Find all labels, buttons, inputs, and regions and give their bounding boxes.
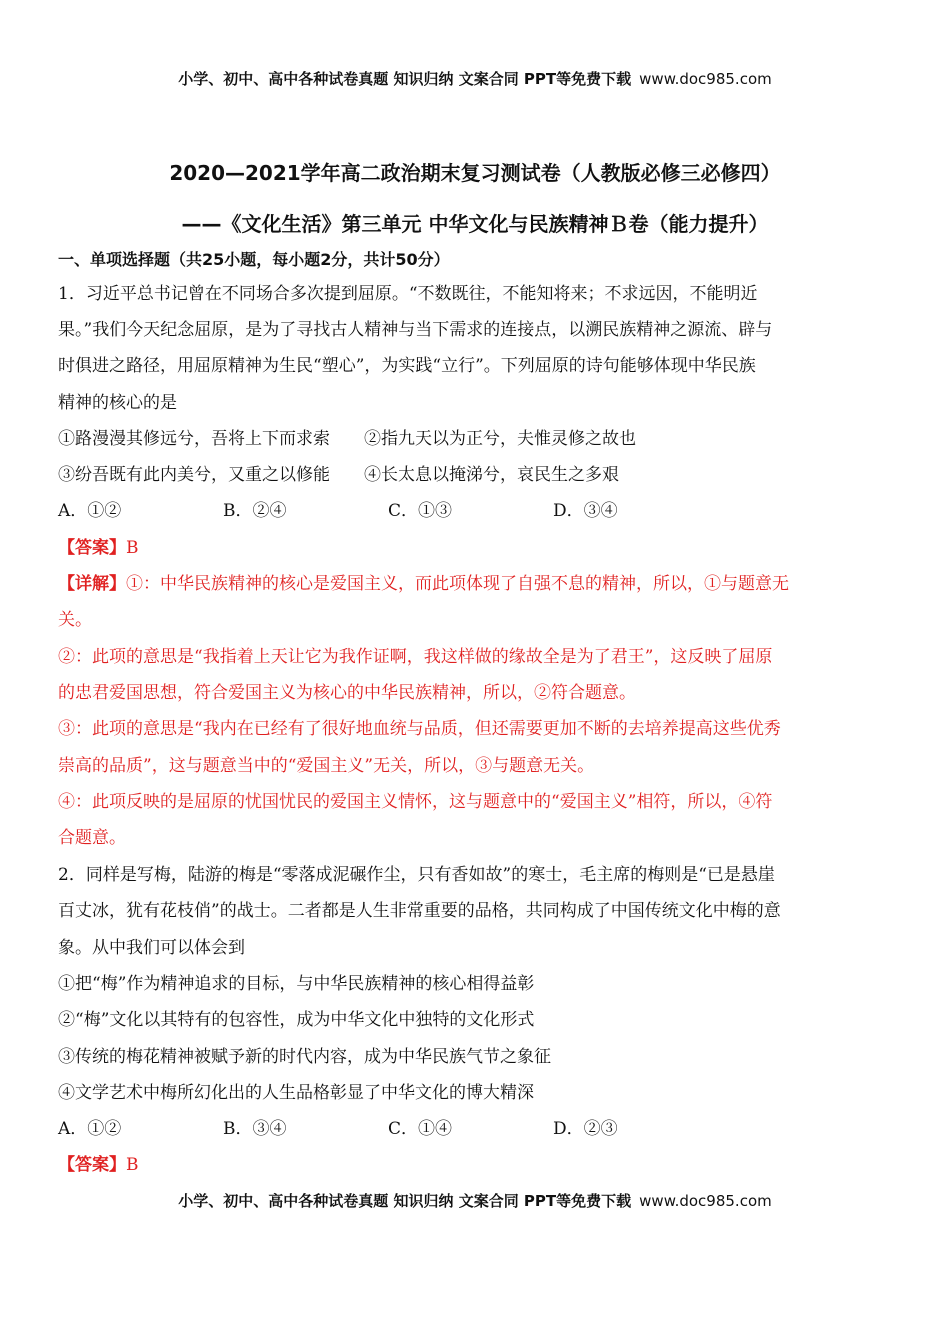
q2-stem-line: 象。从中我们可以体会到 <box>58 938 245 958</box>
section-heading: 一、单项选择题（共25小题，每小题2分，共计50分） <box>58 250 450 269</box>
q2-answer <box>58 1154 898 1176</box>
q1-item: ③纷吾既有此内美兮，又重之以修能 ④长太息以掩涕兮，哀民生之多艰 <box>58 465 619 485</box>
q1-answer <box>58 537 898 559</box>
q1-detail-line: 崇高的品质”，这与题意当中的“爱国主义”无关，所以，③与题意无关。 <box>58 756 595 776</box>
q2-answer-value: B <box>126 1155 139 1175</box>
q1-detail-line: 合题意。 <box>58 828 126 848</box>
q1-answer-value: B <box>126 538 139 558</box>
q1-option-a: A．①② <box>58 501 122 521</box>
q2-option-d: D．②③ <box>553 1119 618 1139</box>
q1-stem-line: 精神的核心的是 <box>58 393 177 413</box>
banner-text: 小学、初中、高中各种试卷真题 知识归纳 文案合同 PPT等免费下载 <box>178 70 632 88</box>
page-subtitle: ——《文化生活》第三单元 中华文化与民族精神Ｂ卷（能力提升） <box>181 212 769 236</box>
page-title: 2020—2021学年高二政治期末复习测试卷（人教版必修三必修四） <box>169 161 781 185</box>
q1-option-c: C．①③ <box>388 501 453 521</box>
q2-option-a: A．①② <box>58 1119 122 1139</box>
q2-item: ③传统的梅花精神被赋予新的时代内容，成为中华民族气节之象征 <box>58 1047 551 1067</box>
q1-option-b: B．②④ <box>223 501 287 521</box>
q1-detail-text: ①：中华民族精神的核心是爱国主义，而此项体现了自强不息的精神，所以，①与题意无 <box>126 574 789 594</box>
q1-answer-label: 【答案】 <box>58 538 126 558</box>
q1-stem-line: 时俱进之路径，用屈原精神为生民“塑心”，为实践“立行”。下列屈原的诗句能够体现中华民族 <box>58 356 756 376</box>
q1-detail-line: ②：此项的意思是“我指着上天让它为我作证啊，我这样做的缘故全是为了君王”，这反映了屈原 <box>58 647 773 667</box>
top-banner <box>0 68 950 89</box>
q2-option-b: B．③④ <box>223 1119 287 1139</box>
q1-detail-line: ③：此项的意思是“我内在已经有了很好地血统与品质，但还需要更加不断的去培养提高这些优秀 <box>58 719 781 739</box>
q2-option-c: C．①④ <box>388 1119 453 1139</box>
q2-answer-label: 【答案】 <box>58 1155 126 1175</box>
q1-detail-line <box>58 573 898 595</box>
banner-site[interactable]: www.doc985.com <box>639 70 772 88</box>
q2-stem-line: 百丈冰，犹有花枝俏”的战士。二者都是人生非常重要的品格，共同构成了中国传统文化中梅的意 <box>58 901 781 921</box>
q1-stem-line: 果。”我们今天纪念屈原，是为了寻找古人精神与当下需求的连接点，以溯民族精神之源流、辟与 <box>58 320 773 340</box>
q1-detail-label: 【详解】 <box>58 574 126 594</box>
banner-site[interactable]: www.doc985.com <box>639 1192 772 1210</box>
q1-option-d: D．③④ <box>553 501 618 521</box>
q1-detail-line: 的忠君爱国思想，符合爱国主义为核心的中华民族精神，所以，②符合题意。 <box>58 683 636 703</box>
q1-detail-line: ④：此项反映的是屈原的忧国忧民的爱国主义情怀，这与题意中的“爱国主义”相符，所以，④符 <box>58 792 773 812</box>
q1-item: ①路漫漫其修远兮，吾将上下而求索 ②指九天以为正兮，夫惟灵修之故也 <box>58 429 636 449</box>
q1-stem-line: 1．习近平总书记曾在不同场合多次提到屈原。“不数既往，不能知将来；不求远因，不能明近 <box>58 284 758 304</box>
q2-item: ②“梅”文化以其特有的包容性，成为中华文化中独特的文化形式 <box>58 1010 535 1030</box>
q2-stem-line: 2．同样是写梅，陆游的梅是“零落成泥碾作尘，只有香如故”的寒士，毛主席的梅则是“已是悬崖 <box>58 865 775 885</box>
banner-text: 小学、初中、高中各种试卷真题 知识归纳 文案合同 PPT等免费下载 <box>178 1192 632 1210</box>
q2-item: ④文学艺术中梅所幻化出的人生品格彰显了中华文化的博大精深 <box>58 1083 534 1103</box>
q2-item: ①把“梅”作为精神追求的目标，与中华民族精神的核心相得益彰 <box>58 974 535 994</box>
q1-detail-line: 关。 <box>58 610 92 630</box>
bottom-banner <box>0 1190 950 1211</box>
